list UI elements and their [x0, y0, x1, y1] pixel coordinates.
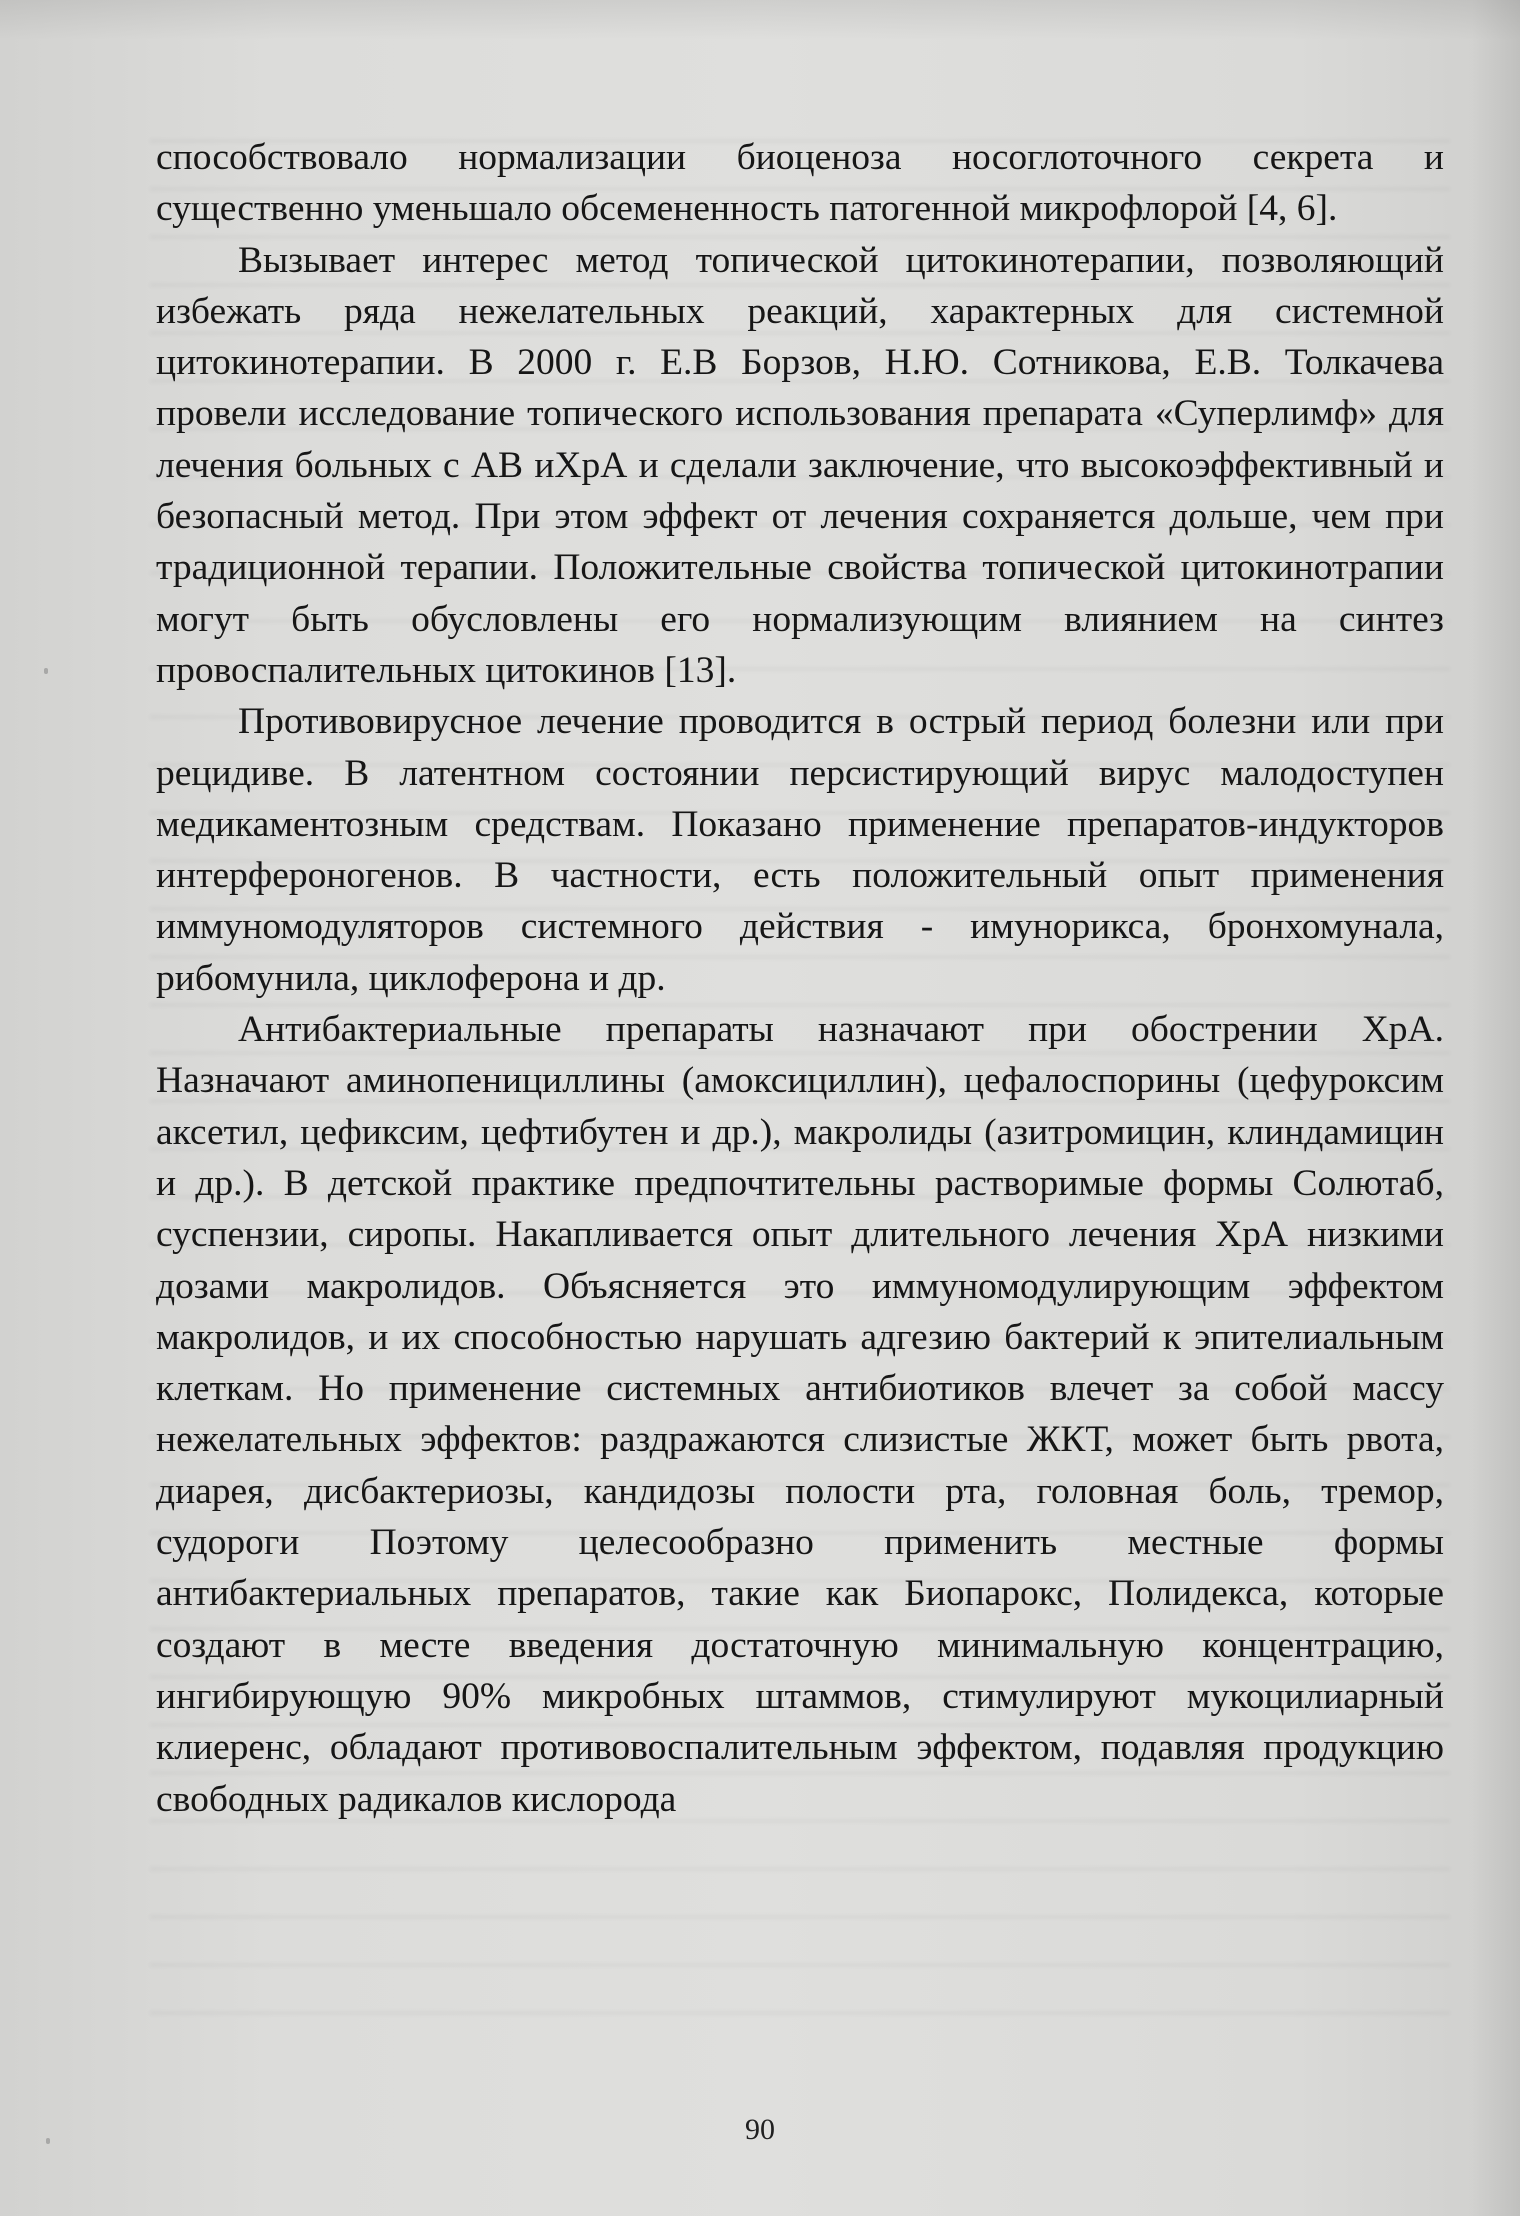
paragraph: Вызывает интерес метод топической цитокинотерапии, позволяющий избежать ряда нежелательных реакций, характерных для системной цитокинотерапии. В 2000 г. Е.В Борзов, Н.Ю. Сотникова, Е.В. Толкачева провели исследование топического использования препарата «Суперлимф» для лечения больных с АВ иХрА и сделали заключение, что высокоэффективный и безопасный метод. При этом эффект от лечения сохраняется дольше, чем при традиционной терапии. Положительные свойства топической цитокинотрапии могут быть обусловлены его нормализующим влиянием на синтез провоспалительных цитокинов [13].: [156, 239, 1444, 691]
paragraph: способствовало нормализации биоценоза носоглоточного секрета и существенно уменьшало обсемененность патогенной микрофлорой [4, 6].: [156, 137, 1444, 230]
paragraph: Антибактериальные препараты назначают при обострении ХрА. Назначают аминопенициллины (амоксициллин), цефалоспорины (цефуроксим аксетил, цефиксим, цефтибутен и др.), макролиды (азитромицин, клиндамицин и др.). В детской практике предпочтительны растворимые формы Солютаб, суспензии, сиропы. Накапливается опыт длительного лечения ХрА низкими дозами макролидов. Объясняется это иммуномодулирующим эффектом макролидов, и их способностью нарушать адгезию бактерий к эпителиальным клеткам. Но применение системных антибиотиков влечет за собой массу нежелательных эффектов: раздражаются слизистые ЖКТ, может быть рвота, диарея, дисбактериозы, кандидозы полости рта, головная боль, тремор, судороги Поэтому целесообразно применить местные формы антибактериальных препаратов, такие как Биопарокс, Полидекса, которые создают в месте введения достаточную минимальную концентрацию, ингибирующую 90% микробных штаммов, стимулируют мукоцилиарный клиеренс, обладают противовоспалительным эффектом, подавляя продукцию свободных радикалов кислорода: [156, 1009, 1444, 1820]
body-text: [156, 132, 1444, 1825]
scan-shadow-right: [1472, 0, 1520, 2216]
paragraph: Противовирусное лечение проводится в острый период болезни или при рецидиве. В латентном состоянии персистирующий вирус малодоступен медикаментозным средствам. Показано применение препаратов-индукторов интерфероногенов. В частности, есть положительный опыт применения иммуномодуляторов системного действия - имунорикса, бронхомунала, рибомунила, циклоферона и др.: [156, 701, 1444, 999]
page-number: 90: [745, 2113, 775, 2146]
speck-mark: [44, 668, 48, 674]
scan-shadow-top: [0, 0, 1520, 40]
